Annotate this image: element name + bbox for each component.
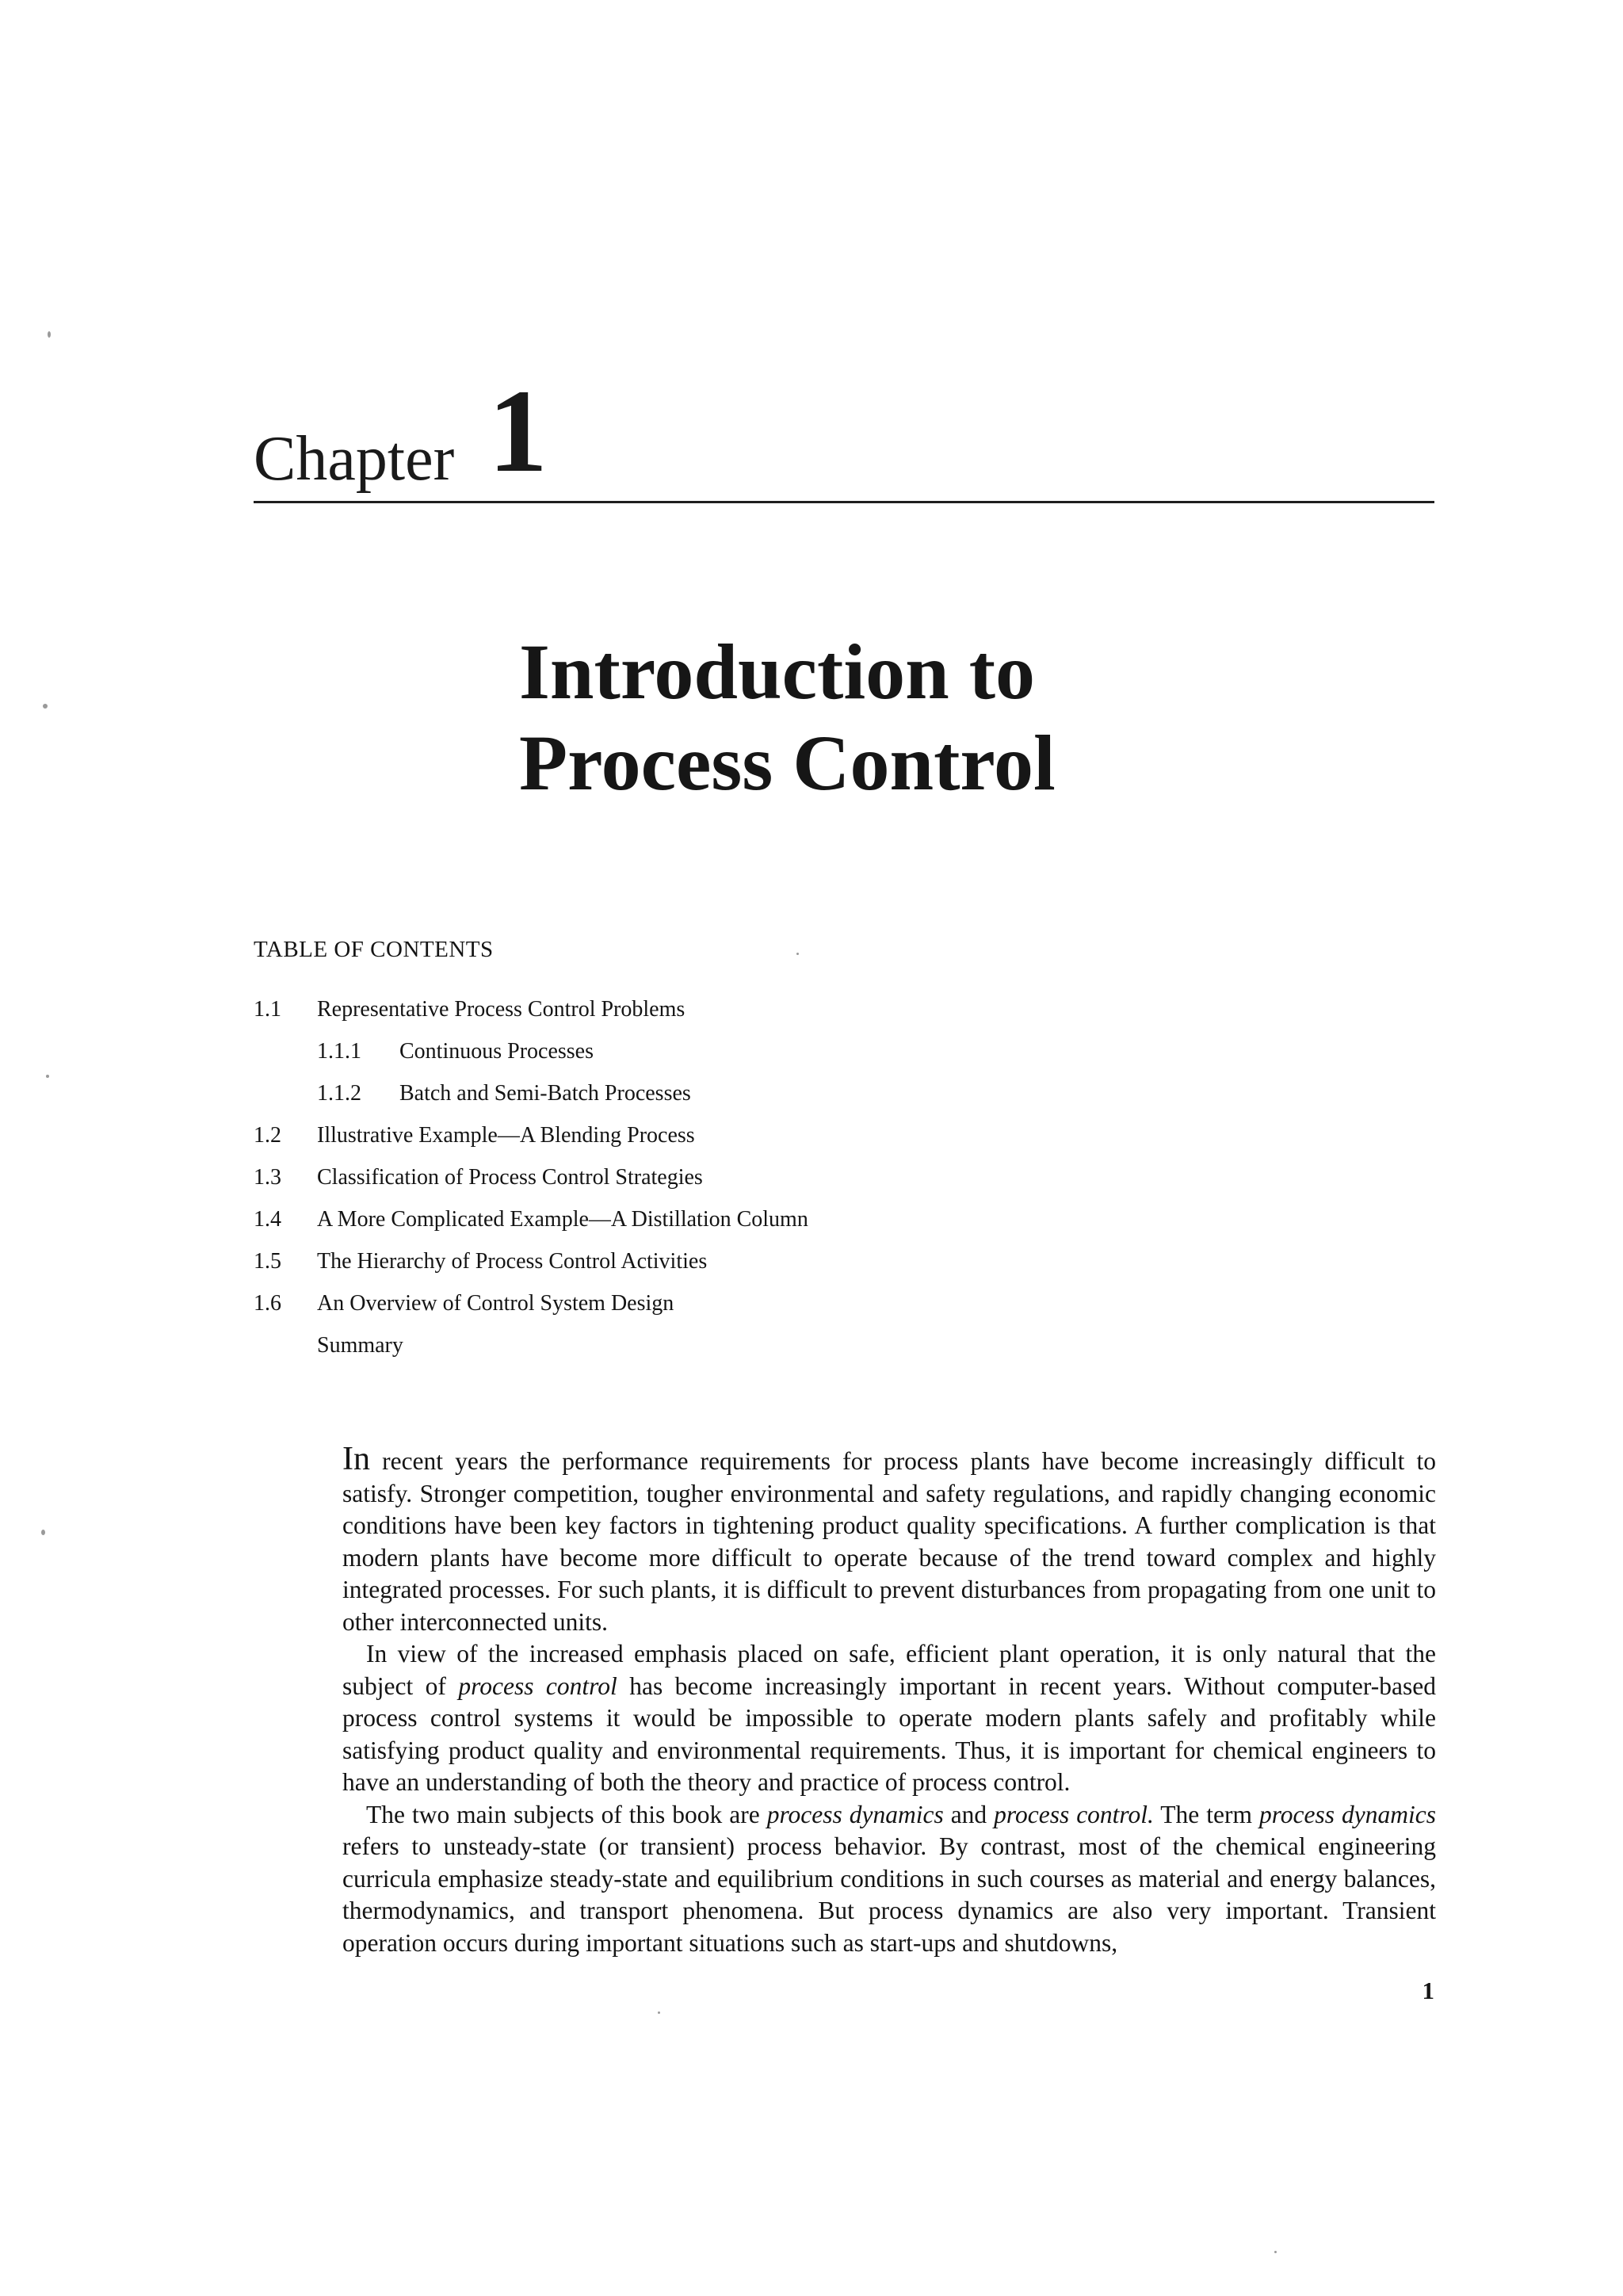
chapter-label: Chapter [254, 424, 455, 494]
toc-heading: TABLE OF CONTENTS [254, 937, 494, 962]
toc-entry-title: An Overview of Control System Design [317, 1291, 674, 1316]
chapter-title-line-2: Process Control [519, 719, 1056, 807]
chapter-rule [254, 501, 1434, 503]
paragraph-text: refers to unsteady-state (or transient) process behavior. By contrast, most of the chemical engineering curricula emphasize steady-state and equilibrium conditions in such courses as material and energy balances, thermodynamics, and transport phenomena. But process dynamics are also very important. Transient operation occurs during important situations such as start-ups and shutdowns, [342, 1832, 1436, 1957]
toc-entry-number: 1.1.1 [317, 1039, 361, 1064]
toc-entry-number: 1.1.2 [317, 1081, 361, 1106]
chapter-number: 1 [488, 365, 548, 497]
body-paragraph-3 [342, 1799, 1436, 1960]
scan-speck [658, 2011, 660, 2014]
toc-entry-title: Representative Process Control Problems [317, 997, 685, 1022]
toc-subentry [254, 1036, 967, 1078]
drop-cap: In [342, 1441, 370, 1477]
paragraph-text: The two main subjects of this book are [366, 1800, 767, 1828]
body-paragraph-1 [342, 1442, 1436, 1638]
toc-entry-number: 1.1 [254, 997, 281, 1022]
toc-entry-title: Batch and Semi-Batch Processes [399, 1081, 691, 1106]
toc-entry [254, 1288, 967, 1330]
toc-entry-number: 1.5 [254, 1249, 281, 1274]
scan-speck [796, 953, 799, 955]
toc-entry-number: 1.2 [254, 1123, 281, 1148]
toc-entry [254, 1246, 967, 1288]
toc-entry-title: Illustrative Example—A Blending Process [317, 1123, 695, 1148]
chapter-body [342, 1442, 1436, 1959]
toc-entry-title: Summary [317, 1333, 403, 1358]
toc-entry-number: 1.3 [254, 1165, 281, 1190]
chapter-header [254, 361, 1434, 511]
paragraph-text: In view of the increased emphasis placed on safe, efficient plant operation, it is only natural that the subject of [342, 1640, 1436, 1700]
paragraph-text: The term [1153, 1800, 1259, 1828]
scan-speck [41, 1530, 45, 1535]
emphasis-term: process control. [994, 1800, 1154, 1828]
scan-speck [43, 704, 48, 709]
toc-entry [254, 1204, 967, 1246]
toc-entry-title: A More Complicated Example—A Distillation Column [317, 1207, 808, 1232]
toc-subentry [254, 1078, 967, 1120]
emphasis-term: process dynamics [766, 1800, 944, 1828]
scan-speck [1274, 2251, 1277, 2253]
toc-entry-title: The Hierarchy of Process Control Activities [317, 1249, 708, 1274]
table-of-contents [254, 934, 967, 1372]
toc-entry [254, 1162, 967, 1204]
body-paragraph-2 [342, 1638, 1436, 1799]
paragraph-text: and [943, 1800, 995, 1828]
toc-list [254, 994, 967, 1372]
toc-entry [254, 994, 967, 1036]
page-number: 1 [1422, 1977, 1434, 2004]
toc-entry [254, 1120, 967, 1162]
emphasis-term: process dynamics [1258, 1800, 1436, 1828]
chapter-title [519, 626, 1056, 808]
toc-entry-title: Classification of Process Control Strategies [317, 1165, 703, 1190]
scan-speck [48, 331, 51, 338]
emphasis-term: process control [458, 1671, 617, 1700]
toc-entry-number: 1.4 [254, 1207, 281, 1232]
paragraph-text: recent years the performance requirements for process plants have become increasingly difficult to satisfy. Stronger competition, tougher environmental and safety regulations, and rapidly changing economic conditions have been key factors in tightening product quality specifications. A further complication is that modern plants have become more difficult to operate because of the trend toward complex and highly integrated processes. For such plants, it is difficult to prevent disturbances from propagating from one unit to other interconnected units. [342, 1447, 1436, 1636]
toc-entry-title: Continuous Processes [399, 1039, 594, 1064]
toc-entry-number: 1.6 [254, 1291, 281, 1316]
paragraph-text: has become increasingly important in recent years. Without computer-based process control systems it would be impossible to operate modern plants safely and profitably while satisfying product quality and environmental requirements. Thus, it is important for chemical engineers to have an understanding of both the theory and practice of process control. [342, 1671, 1436, 1796]
toc-entry-summary [254, 1330, 967, 1372]
chapter-title-line-1: Introduction to [519, 628, 1036, 716]
scan-speck [46, 1075, 49, 1078]
